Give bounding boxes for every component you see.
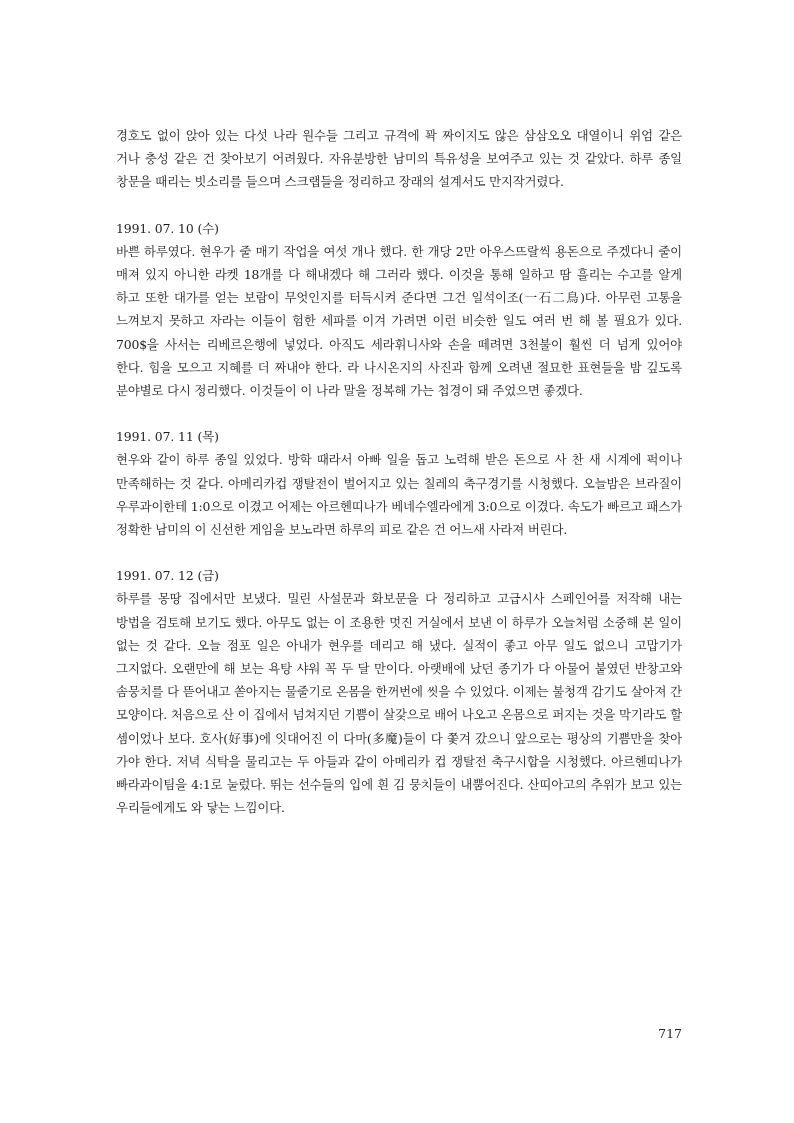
intro-paragraph: 경호도 없이 앉아 있는 다섯 나라 원수들 그리고 규격에 꽉 짜이지도 않은 삼삼오오 대열이니 위엄 같은 거나 충성 같은 건 찾아보기 어려웠다. 자유분방한 남미의 특유성을 보여주고 있는 것 같았다. 하루 종일 창문을 때리는 빗소리를 들으며 스크랩들을 정리하고 장래의 설계서도 만지작거렸다. bbox=[116, 128, 682, 190]
entry-date: 1991. 07. 10 (수) bbox=[116, 220, 219, 236]
entry-date: 1991. 07. 12 (금) bbox=[116, 568, 219, 584]
diary-entry bbox=[116, 425, 682, 541]
entry-text: 바쁜 하루였다. 현우가 줄 매기 작업을 여섯 개나 했다. 한 개당 2만 아우스뜨랄씩 용돈으로 주겠다니 줄이 매져 있지 아니한 라켓 18개를 다 해내겠다 해 그러라 했다. 이것을 통해 일하고 땀 흘리는 수고를 알게 하고 또한 대가를 얻는 보람이 무엇인지를 터득시켜 준다면 그건 일석이조(一石二鳥)다. 아무런 고통을 느껴보지 못하고 자라는 이들이 험한 세파를 이겨 가려면 이런 비슷한 일도 여러 번 해 볼 필요가 있다. 700$을 사서는 리베르은행에 넣었다. 아직도 세라휘니사와 손을 떼려면 3천불이 훨씬 더 넘게 있어야 한다. 힘을 모으고 지혜를 더 짜내야 한다. 라 나시온지의 사진과 함께 오려낸 절묘한 표현들을 밤 깊도록 분야별로 다시 정리했다. 이것들이 이 나라 말을 정복해 가는 첩경이 돼 주었으면 좋겠다. bbox=[116, 243, 682, 399]
diary-entry bbox=[116, 564, 682, 819]
diary-entry bbox=[116, 217, 682, 403]
entry-text: 현우와 같이 하루 종일 있었다. 방학 때라서 아빠 일을 돕고 노력해 받은 돈으로 사 찬 새 시계에 퍽이나 만족해하는 것 같다. 아메리카컵 쟁탈전이 벌어지고 있는 칠레의 축구경기를 시청했다. 오늘밤은 브라질이 우루과이한테 1:0으로 이겼고 어제는 아르헨띠나가 베네수엘라에게 3:0으로 이겼다. 속도가 빠르고 패스가 정확한 남미의 이 신선한 게임을 보노라면 하루의 피로 같은 건 어느새 사라져 버린다. bbox=[116, 452, 682, 538]
entry-text: 하루를 몽땅 집에서만 보냈다. 밀린 사설문과 화보문을 다 정리하고 고급시사 스페인어를 저작해 내는 방법을 검토해 보기도 했다. 아무도 없는 이 조용한 멋진 거실에서 보낸 이 하루가 오늘처럼 소중해 본 일이 없는 것 같다. 오늘 점포 일은 아내가 현우를 데리고 해 냈다. 실적이 좋고 아무 일도 없으니 고맙기가 그지없다. 오랜만에 해 보는 욕탕 샤워 꼭 두 달 만이다. 아랫배에 났던 종기가 다 아물어 붙였던 반창고와 솜뭉치를 다 뜯어내고 쏟아지는 물줄기로 온몸을 한꺼번에 씻을 수 있었다. 이제는 불청객 감기도 살아져 간 모양이다. 처음으로 산 이 집에서 넘쳐지던 기쁨이 살갗으로 배어 나오고 온몸으로 퍼지는 것을 막기라도 할 셈이었나 보다. 호사(好事)에 잇대어진 이 다마(多魔)들이 다 쫓겨 갔으니 앞으로는 평상의 기쁨만을 찾아 가야 한다. 저녁 식탁을 물리고는 두 아들과 같이 아메리카 컵 쟁탈전 축구시합을 시청했다. 아르헨띠나가 빠라과이팀을 4:1로 눌렀다. 뛰는 선수들의 입에 흰 김 뭉치들이 내뿜어진다. 산띠아고의 추위가 보고 있는 우리들에게도 와 닿는 느낌이다. bbox=[116, 591, 682, 816]
page-number: 717 bbox=[658, 1026, 682, 1041]
entry-date: 1991. 07. 11 (목) bbox=[116, 429, 219, 445]
page-body bbox=[116, 124, 682, 819]
